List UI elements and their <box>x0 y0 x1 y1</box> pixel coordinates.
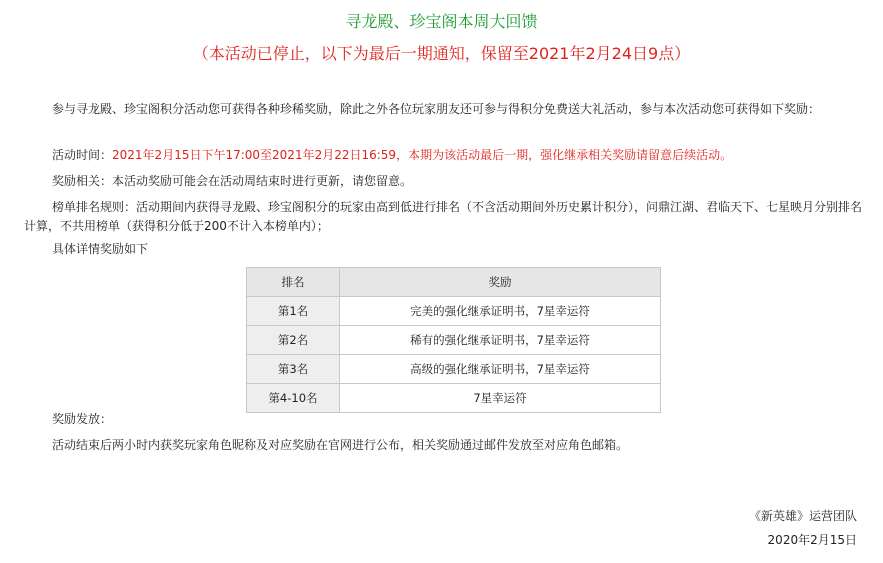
reward-column-header: 奖励 <box>340 268 661 297</box>
operations-team-signature: 《新英雄》运营团队 <box>748 509 857 523</box>
reward-cell: 稀有的强化继承证明书，7星幸运符 <box>340 326 661 355</box>
page-title: 寻龙殿、珍宝阁本周大回馈 <box>345 12 538 31</box>
reward-cell: 高级的强化继承证明书，7星幸运符 <box>340 355 661 384</box>
reward-cell: 完美的强化继承证明书，7星幸运符 <box>340 297 661 326</box>
intro-paragraph: 参与寻龙殿、珍宝阁积分活动您可获得各种珍稀奖励，除此之外各位玩家朋友还可参与得积分免费送大礼活动，参与本次活动您可获得如下奖励： <box>52 102 821 116</box>
activity-time <box>24 146 864 165</box>
rank-column-header: 排名 <box>247 268 340 297</box>
rank-cell: 第3名 <box>247 355 340 384</box>
activity-time-label: 活动时间： <box>52 148 113 162</box>
reward-related-note: 奖励相关：本活动奖励可能会在活动周结束时进行更新，请您留意。 <box>52 174 413 188</box>
activity-time-value: 2021年2月15日下午17:00至2021年2月22日16:59，本期为该活动最后一期，强化继承相关奖励请留意后续活动。 <box>112 148 733 162</box>
distribution-text: 活动结束后两小时内获奖玩家角色昵称及对应奖励在官网进行公布，相关奖励通过邮件发放至对应角色邮箱。 <box>52 438 629 452</box>
signature-date: 2020年2月15日 <box>767 533 857 547</box>
table-row <box>247 384 661 413</box>
rank-cell: 第2名 <box>247 326 340 355</box>
stop-notice: （本活动已停止，以下为最后一期通知，保留至2021年2月24日9点） <box>192 44 691 63</box>
reward-table <box>246 267 661 413</box>
distribution-label: 奖励发放： <box>52 412 113 426</box>
reward-cell: 7星幸运符 <box>340 384 661 413</box>
details-heading: 具体详情奖励如下 <box>52 242 149 256</box>
rank-cell: 第4-10名 <box>247 384 340 413</box>
table-row <box>247 355 661 384</box>
table-row <box>247 326 661 355</box>
rank-cell: 第1名 <box>247 297 340 326</box>
ranking-rules: 榜单排名规则：活动期间内获得寻龙殿、珍宝阁积分的玩家由高到低进行排名（不含活动期间外历史累计积分），问鼎江湖、君临天下、七星映月分别排名计算，不共用榜单（获得积分低于200不计入本榜单内）； <box>24 200 863 233</box>
table-header-row <box>247 268 661 297</box>
table-row <box>247 297 661 326</box>
